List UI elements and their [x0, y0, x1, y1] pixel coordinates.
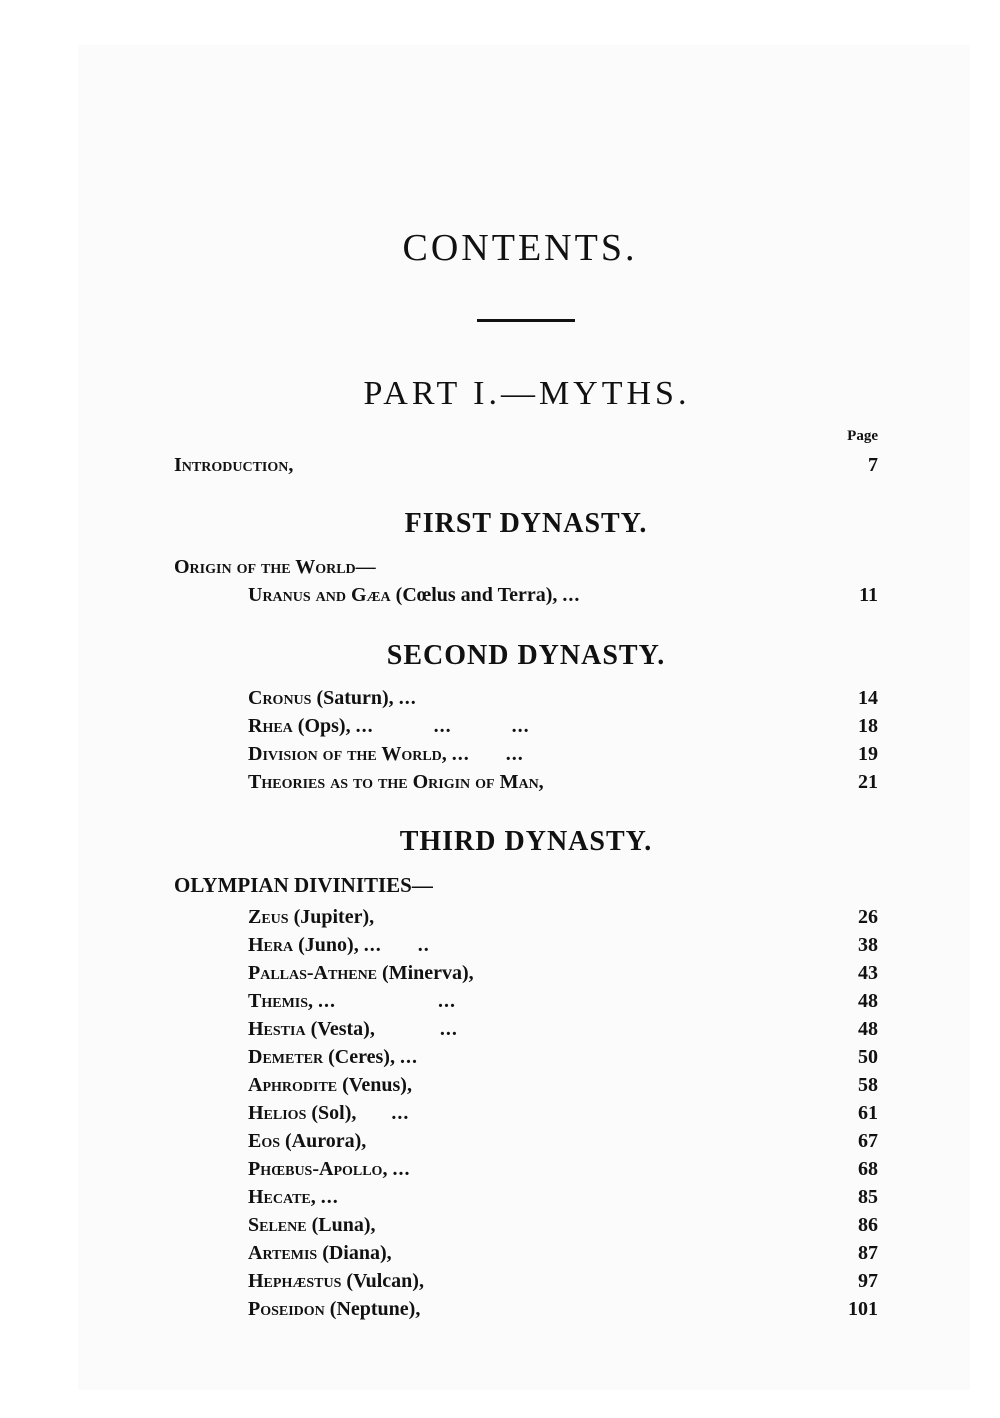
page-title: CONTENTS. — [402, 227, 638, 269]
toc-entry-detail: (Vesta), — [305, 1018, 375, 1040]
toc-page-number: 68 — [858, 1158, 878, 1180]
toc-leader-dots: ... ... ... — [355, 715, 530, 737]
toc-page-number: 87 — [858, 1242, 878, 1264]
toc-entry-name: Pallas-Athene — [248, 962, 378, 984]
toc-leader-dots: ... .. — [363, 934, 430, 956]
toc-entry-detail: (Cœlus and Terra), — [390, 584, 558, 606]
toc-page-number: 86 — [858, 1214, 878, 1236]
toc-leader-dots: ... ... — [451, 743, 524, 765]
toc-entry-name: Uranus and Gæa — [248, 584, 391, 606]
toc-entry[interactable] — [248, 931, 430, 959]
toc-page-number: 58 — [858, 1074, 878, 1096]
toc-entry[interactable] — [248, 959, 474, 987]
toc-group-heading-origin: Origin of the World— — [174, 556, 376, 578]
toc-entry-name: Theories as to the Origin of Man, — [248, 771, 544, 793]
toc-entry-detail: (Ceres), — [323, 1046, 395, 1068]
page-column-header: Page — [847, 428, 878, 444]
toc-page-number: 97 — [858, 1270, 878, 1292]
toc-leader-dots: ... — [398, 687, 417, 709]
toc-entry[interactable] — [248, 1211, 376, 1239]
toc-page-number: 21 — [858, 771, 878, 793]
toc-entry[interactable] — [248, 712, 530, 740]
toc-entry-name: Hephæstus — [248, 1270, 342, 1292]
toc-entry-detail: (Juno), — [293, 934, 359, 956]
toc-entry-name: Phœbus-Apollo, — [248, 1158, 388, 1180]
toc-entry-name: Division of the World, — [248, 743, 447, 765]
toc-entry-name: Hestia — [248, 1018, 306, 1040]
title-divider — [477, 319, 575, 322]
toc-page-number: 48 — [858, 990, 878, 1012]
toc-page-number: 19 — [858, 743, 878, 765]
toc-entry-name: Demeter — [248, 1046, 324, 1068]
toc-leader-dots: ... — [391, 1102, 410, 1124]
toc-page-number: 101 — [848, 1298, 878, 1320]
section-heading-third-dynasty: THIRD DYNASTY. — [399, 826, 653, 857]
toc-entry-name: Eos — [248, 1130, 281, 1152]
toc-page-number: 61 — [858, 1102, 878, 1124]
toc-page-number: 43 — [858, 962, 878, 984]
section-heading-first-dynasty: FIRST DYNASTY. — [404, 508, 648, 539]
toc-entry-detail: (Jupiter), — [288, 906, 375, 928]
toc-leader-dots: ... — [562, 584, 581, 606]
toc-entry[interactable] — [248, 1239, 392, 1267]
toc-entry-name: Artemis — [248, 1242, 318, 1264]
toc-entry-detail: (Vulcan), — [341, 1270, 424, 1292]
toc-page-number: 38 — [858, 934, 878, 956]
toc-page-number: 50 — [858, 1046, 878, 1068]
toc-entry-detail: (Luna), — [306, 1214, 376, 1236]
toc-entry-name: Aphrodite — [248, 1074, 338, 1096]
toc-entry[interactable] — [248, 684, 417, 712]
toc-page-number: 26 — [858, 906, 878, 928]
toc-entry-detail: (Neptune), — [324, 1298, 421, 1320]
toc-entry-detail: (Saturn), — [311, 687, 394, 709]
toc-entry-name: Zeus — [248, 906, 289, 928]
toc-entry[interactable] — [248, 1127, 366, 1155]
toc-leader-dots: ... — [399, 1046, 418, 1068]
toc-entry-detail: (Venus), — [337, 1074, 412, 1096]
toc-entry[interactable] — [248, 1043, 418, 1071]
toc-entry-detail: (Aurora), — [280, 1130, 367, 1152]
toc-entry-name: Hera — [248, 934, 294, 956]
toc-leader-dots: ... — [320, 1186, 339, 1208]
toc-entry[interactable] — [248, 581, 580, 609]
toc-entry[interactable] — [248, 1015, 458, 1043]
toc-leader-dots: ... — [439, 1018, 458, 1040]
toc-entry-name: Helios — [248, 1102, 307, 1124]
toc-entry[interactable] — [248, 768, 544, 796]
toc-entry-introduction[interactable] — [174, 451, 293, 479]
toc-entry[interactable] — [248, 1155, 410, 1183]
toc-entry-name: Rhea — [248, 715, 293, 737]
toc-entry-label: Introduction, — [174, 454, 294, 476]
toc-page-number: 14 — [858, 687, 878, 709]
toc-entry-detail: (Diana), — [317, 1242, 392, 1264]
toc-group-heading-olympian: OLYMPIAN DIVINITIES— — [174, 873, 433, 897]
toc-entry-name: Hecate, — [248, 1186, 316, 1208]
toc-page-number: 85 — [858, 1186, 878, 1208]
toc-page-number: 67 — [858, 1130, 878, 1152]
toc-page-number: 18 — [858, 715, 878, 737]
toc-entry[interactable] — [248, 1267, 424, 1295]
toc-leader-dots: ... ... — [318, 990, 457, 1012]
toc-entry-name: Cronus — [248, 687, 312, 709]
toc-entry[interactable] — [248, 1295, 420, 1323]
toc-entry[interactable] — [248, 1071, 412, 1099]
toc-entry-detail: (Ops), — [292, 715, 351, 737]
toc-entry-name: Poseidon — [248, 1298, 325, 1320]
toc-page-number: 7 — [868, 454, 878, 476]
toc-entry[interactable] — [248, 740, 524, 768]
part-title: PART I.—MYTHS. — [363, 375, 691, 412]
toc-page-number: 48 — [858, 1018, 878, 1040]
toc-entry[interactable] — [248, 987, 456, 1015]
toc-leader-dots: ... — [392, 1158, 411, 1180]
toc-entry-name: Selene — [248, 1214, 307, 1236]
toc-entry[interactable] — [248, 1183, 339, 1211]
toc-entry[interactable] — [248, 1099, 409, 1127]
toc-entry-name: Themis, — [248, 990, 314, 1012]
toc-page-number: 11 — [859, 584, 878, 606]
toc-entry[interactable] — [248, 903, 374, 931]
toc-entry-detail: (Minerva), — [377, 962, 474, 984]
section-heading-second-dynasty: SECOND DYNASTY. — [386, 640, 666, 671]
toc-entry-detail: (Sol), — [306, 1102, 357, 1124]
